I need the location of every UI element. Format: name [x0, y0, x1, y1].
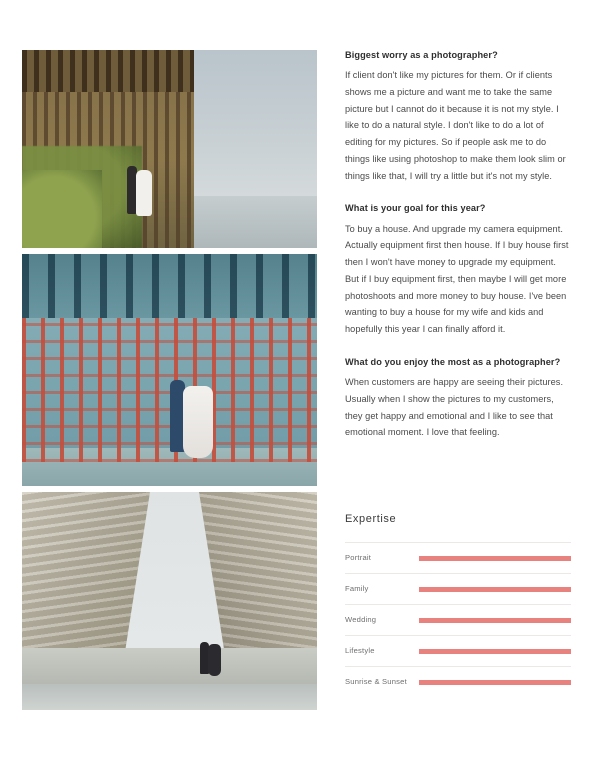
- interview-content: [345, 48, 571, 458]
- skill-fill: [419, 556, 571, 561]
- skill-track: [419, 618, 571, 623]
- skill-row-wedding: [345, 604, 571, 635]
- water-area: [194, 196, 317, 248]
- photo-wedding-couple-wooden-pavilion: [22, 50, 317, 248]
- expertise-title: Expertise: [345, 513, 397, 525]
- qa-block: [345, 48, 571, 184]
- answer-text: If client don't like my pictures for them. Or if clients shows me a picture and want me to take the same picture but I cannot do it because it is not my style. I like to do a natural style. I don't like to do a lot of editing for my pictures. So if people ask me to do things like using photoshop to make them look slim or things like that, I will try a little but it's not my style.: [345, 70, 566, 181]
- skill-row-lifestyle: [345, 635, 571, 666]
- skill-label: Sunrise & Sunset: [345, 676, 407, 686]
- answer-text: To buy a house. And upgrade my camera equipment. Actually equipment first then house. If I buy house first then I won't have money to upgrade my equipment. But if I buy equipment first, then maybe I will get more photoshoots and more money to buy house. I've been wanting to buy a house for my wife and kids and hopefully this year I can finally afford it.: [345, 223, 569, 335]
- skill-fill: [419, 618, 571, 623]
- bride-figure: [183, 386, 213, 458]
- water-area: [22, 684, 317, 710]
- skill-row-portrait: [345, 542, 571, 573]
- skill-track: [419, 556, 571, 561]
- bride-figure: [136, 170, 152, 216]
- pavilion-roof: [22, 50, 194, 92]
- question-text: What is your goal for this year?: [345, 203, 486, 214]
- question-text: What do you enjoy the most as a photographer?: [345, 356, 561, 367]
- photo-gallery: [22, 50, 317, 710]
- bride-figure: [208, 644, 221, 676]
- photo-wedding-couple-blue-structure: [22, 254, 317, 486]
- qa-block: [345, 201, 571, 337]
- skill-fill: [419, 587, 571, 592]
- skill-row-family: [345, 573, 571, 604]
- skill-track: [419, 649, 571, 654]
- question-text: Biggest worry as a photographer?: [345, 50, 498, 60]
- skill-track: [419, 587, 571, 592]
- answer-text: When customers are happy are seeing their pictures. Usually when I show the pictures to my customers, they get happy and emotional and I like to see that emotional moment. I love that feeling.: [345, 377, 564, 438]
- blue-ceiling-beams: [22, 254, 317, 318]
- skill-track: [419, 680, 571, 685]
- skill-label: Portrait: [345, 552, 372, 562]
- expertise-section: [345, 513, 571, 697]
- foliage-secondary: [22, 170, 102, 248]
- skill-row-sunrise-sunset: [345, 666, 571, 697]
- skill-label: Family: [345, 583, 369, 593]
- photo-wedding-couple-cliff-beach: [22, 492, 317, 710]
- qa-block: [345, 355, 571, 441]
- skill-fill: [419, 680, 571, 685]
- skill-fill: [419, 649, 571, 654]
- skill-label: Wedding: [345, 614, 377, 624]
- skill-label: Lifestyle: [345, 645, 375, 655]
